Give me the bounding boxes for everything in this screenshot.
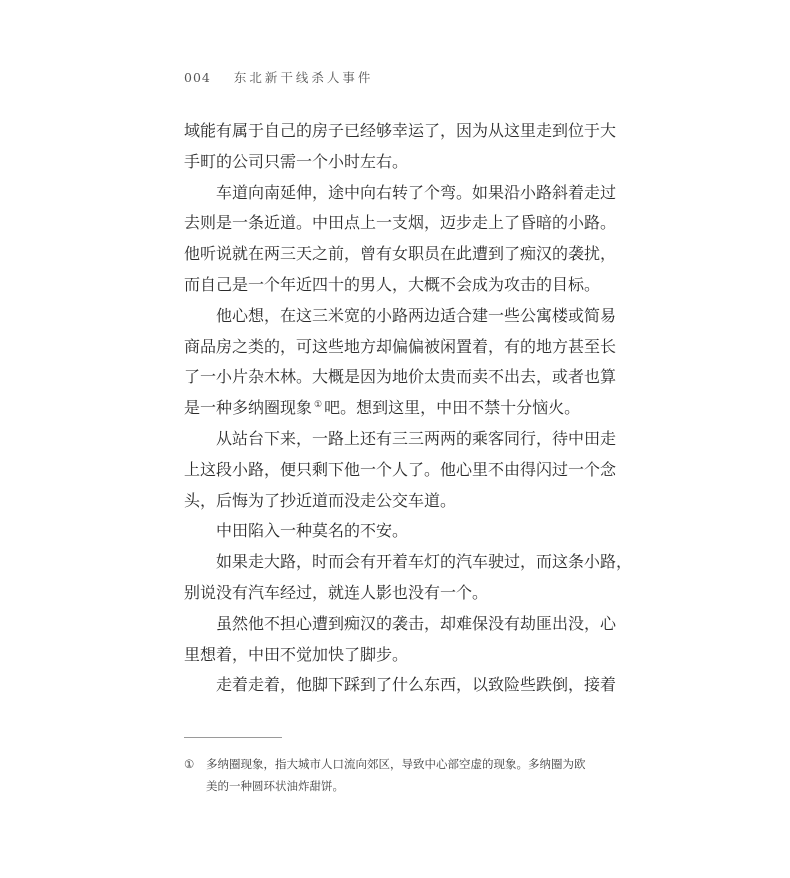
text-line: 虽然他不担心遭到痴汉的袭击，却难保没有劫匪出没，心 bbox=[216, 613, 617, 633]
footnote-line bbox=[184, 753, 604, 775]
text-line: 去则是一条近道。中田点上一支烟，迈步走上了昏暗的小路。 bbox=[184, 213, 617, 233]
text-segment: 是一种多纳圈现象 bbox=[184, 398, 313, 418]
text-line: 别说没有汽车经过，就连人影也没有一个。 bbox=[184, 582, 489, 602]
text-line: 上这段小路，便只剩下他一个人了。他心里不由得闪过一个念 bbox=[184, 459, 617, 479]
footnote-reference[interactable]: ① bbox=[314, 399, 323, 410]
text-line: 头，后悔为了抄近道而没走公交车道。 bbox=[184, 490, 457, 510]
text-line: 走着走着，他脚下踩到了什么东西，以致险些跌倒，接着 bbox=[216, 675, 617, 695]
footnote-text: 多纳圈现象，指大城市人口流向郊区，导致中心部空虚的现象。多纳圈为欧 bbox=[206, 757, 586, 771]
text-segment: 吧。想到这里，中田不禁十分恼火。 bbox=[324, 398, 581, 418]
text-line: 商品房之类的，可这些地方却偏偏被闲置着，有的地方甚至长 bbox=[184, 336, 617, 356]
footnote-line: 美的一种圆环状油炸甜饼。 bbox=[206, 779, 344, 793]
text-line: 车道向南延伸，途中向右转了个弯。如果沿小路斜着走过 bbox=[216, 182, 617, 202]
text-line: 域能有属于自己的房子已经够幸运了，因为从这里走到位于大 bbox=[184, 121, 617, 140]
text-line-with-note bbox=[184, 393, 589, 424]
text-line: 而自己是一个年近四十的男人，大概不会成为攻击的目标。 bbox=[184, 274, 601, 294]
text-line: 如果走大路，时而会有开着车灯的汽车驶过，而这条小路， bbox=[216, 552, 633, 572]
text-line: 了一小片杂木林。大概是因为地价太贵而卖不出去，或者也算 bbox=[184, 367, 617, 387]
body-text bbox=[184, 116, 633, 701]
text-line: 他心想，在这三米宽的小路两边适合建一些公寓楼或简易 bbox=[216, 305, 617, 325]
text-line: 中田陷入一种莫名的不安。 bbox=[216, 521, 409, 541]
footnote-marker: ① bbox=[184, 757, 195, 771]
running-header bbox=[184, 68, 373, 86]
text-line: 手町的公司只需一个小时左右。 bbox=[184, 151, 409, 171]
footnote bbox=[184, 753, 604, 797]
text-line: 他听说就在两三天之前，曾有女职员在此遭到了痴汉的袭扰， bbox=[184, 244, 617, 264]
page-number: 004 bbox=[184, 70, 211, 85]
text-line: 里想着，中田不觉加快了脚步。 bbox=[184, 644, 409, 664]
book-title: 东北新干线杀人事件 bbox=[233, 70, 374, 85]
text-line: 从站台下来，一路上还有三三两两的乘客同行，待中田走 bbox=[216, 428, 617, 448]
footnote-divider bbox=[184, 737, 282, 738]
